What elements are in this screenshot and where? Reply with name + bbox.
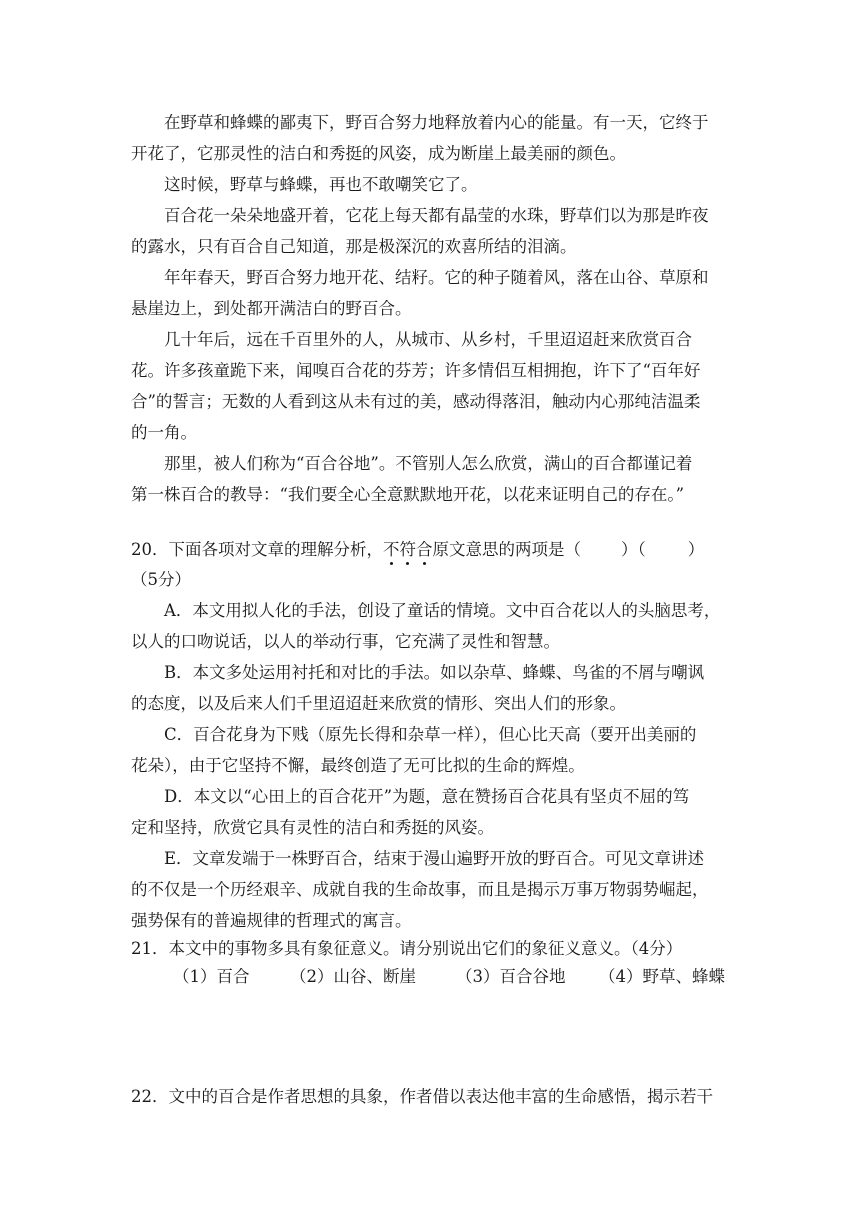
stem-text: 20．下面各项对文章的理解分析， xyxy=(131,540,383,559)
sub-item: （4）野草、蜂蝶 xyxy=(599,967,725,986)
passage-line: 开花了，它那灵性的洁白和秀挺的风姿，成为断崖上最美丽的颜色。 xyxy=(131,144,626,163)
passage-line: 悬崖边上，到处都开满洁白的野百合。 xyxy=(131,299,412,318)
option-b-line: 的态度，以及后来人们千里迢迢赶来欣赏的情形、突出人们的形象。 xyxy=(131,694,626,713)
emphasis-char: 符 xyxy=(400,533,417,567)
stem-text: ） xyxy=(687,540,705,559)
option-a-line: A．本文用拟人化的手法，创设了童话的情境。文中百合花以人的头脑思考， xyxy=(164,601,721,620)
stem-text: ）（ xyxy=(621,540,646,559)
option-e-line: 强势保有的普遍规律的哲理式的寓言。 xyxy=(131,911,412,930)
sub-item: （2）山谷、断崖 xyxy=(290,967,416,986)
question-22-stem: 22．文中的百合是作者思想的具象，作者借以表达他丰富的生命感悟，揭示若干 xyxy=(131,1087,713,1106)
passage-line: 第一株百合的教导：“我们要全心全意默默地开花，以花来证明自己的存在。” xyxy=(131,485,685,504)
option-e-line: 的不仅是一个历经艰辛、成就自我的生命故事，而且是揭示万事万物弱势崛起， xyxy=(131,880,709,899)
passage-line: 合”的誓言；无数的人看到这从未有过的美，感动得落泪，触动内心那纯洁温柔 xyxy=(131,392,701,411)
question-21-items xyxy=(131,960,741,994)
option-a-line: 以人的口吻说话，以人的举动行事，它充满了灵性和智慧。 xyxy=(131,632,560,651)
question-21-stem: 21．本文中的事物多具有象征意义。请分别说出它们的象征义意义。（4分） xyxy=(131,939,683,958)
passage-line: 那里，被人们称为“百合谷地”。不管别人怎么欣赏，满山的百合都谨记着 xyxy=(164,454,693,473)
passage-line: 这时候，野草与蜂蝶，再也不敢嘲笑它了。 xyxy=(164,175,478,194)
option-b-line: B．本文多处运用衬托和对比的手法。如以杂草、蜂蝶、鸟雀的不屑与嘲讽 xyxy=(164,663,705,682)
option-d-line: 定和坚持，欣赏它具有灵性的洁白和秀挺的风姿。 xyxy=(131,818,494,837)
passage-line: 的露水，只有百合自己知道，那是极深沉的欢喜所结的泪滴。 xyxy=(131,237,577,256)
question-20-score: （5分） xyxy=(131,570,191,589)
option-e-line: E．文章发端于一株野百合，结束于漫山遍野开放的野百合。可见文章讲述 xyxy=(164,849,705,868)
passage-line: 在野草和蜂蝶的鄙夷下，野百合努力地释放着内心的能量。有一天，它终于 xyxy=(164,113,709,132)
passage-line: 几十年后，远在千百里外的人，从城市、从乡村，千里迢迢赶来欣赏百合 xyxy=(164,330,692,349)
passage-line: 年年春天，野百合努力地开花、结籽。它的种子随着风，落在山谷、草原和 xyxy=(164,268,709,287)
sub-item: （3）百合谷地 xyxy=(456,967,566,986)
passage-line: 百合花一朵朵地盛开着，它花上每天都有晶莹的水珠，野草们以为那是昨夜 xyxy=(164,206,709,225)
question-20-stem xyxy=(131,533,741,567)
option-c-line: 花朵），由于它坚持不懈，最终创造了无可比拟的生命的辉煌。 xyxy=(131,756,585,775)
option-c-line: C．百合花身为下贱（原先长得和杂草一样），但心比天高（要开出美丽的 xyxy=(164,725,697,744)
option-d-line: D．本文以“心田上的百合花开”为题，意在赞扬百合花具有坚贞不屈的笃 xyxy=(164,787,690,806)
emphasis-char: 合 xyxy=(416,533,433,567)
emphasis-char: 不 xyxy=(383,533,400,567)
passage-line: 的一角。 xyxy=(131,423,197,442)
stem-text: 原文意思的两项是（ xyxy=(432,540,581,559)
passage-line: 花。许多孩童跪下来，闻嗅百合花的芬芳；许多情侣互相拥抱，许下了“百年好 xyxy=(131,361,701,380)
sub-item: （1）百合 xyxy=(173,967,250,986)
